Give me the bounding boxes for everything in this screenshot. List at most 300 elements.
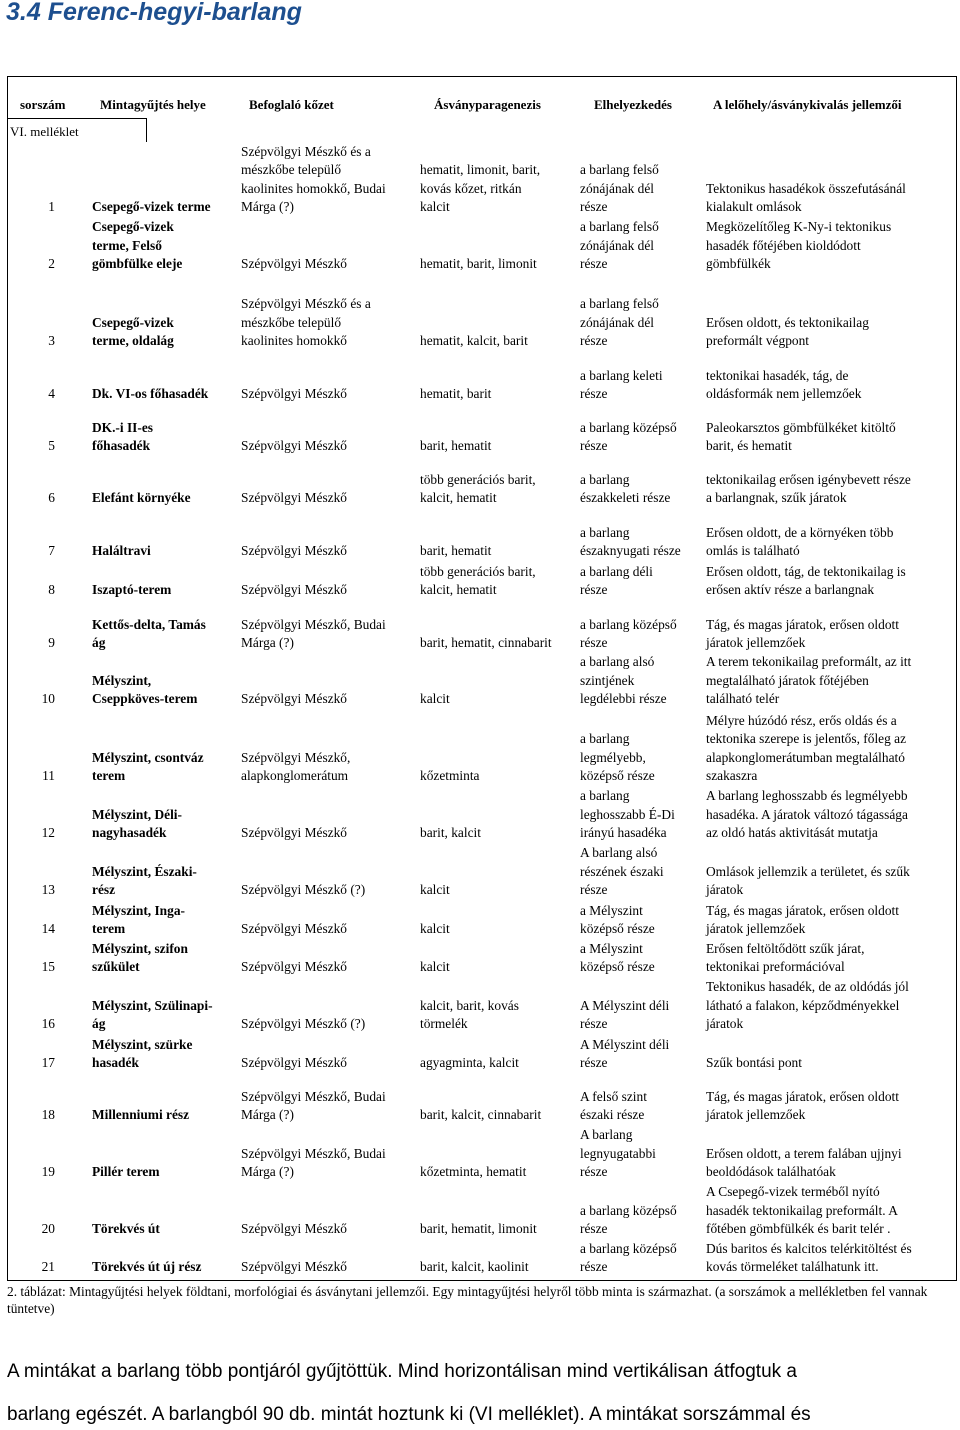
cell-line: Márga (?) bbox=[241, 1164, 294, 1180]
cell-min bbox=[420, 690, 450, 709]
cell-num bbox=[25, 1258, 55, 1277]
cell-line: főhasadék bbox=[92, 438, 151, 454]
cell-line: a barlang középső bbox=[580, 1202, 677, 1218]
cell-pos bbox=[580, 1202, 677, 1239]
header-rock: Befoglaló kőzet bbox=[249, 97, 334, 112]
cell-line: Erősen oldott, de a környéken több bbox=[706, 524, 894, 540]
cell-desc bbox=[706, 563, 906, 600]
cell-num bbox=[25, 385, 55, 404]
cell-line: Szépvölgyi Mészkő bbox=[241, 386, 347, 402]
cell-line: szakaszra bbox=[706, 768, 758, 784]
cell-line: hematit, kalcit, barit bbox=[420, 333, 528, 349]
cell-line: 6 bbox=[48, 490, 55, 506]
cell-line: terme, Felső bbox=[92, 237, 162, 253]
cell-line: Iszaptó-terem bbox=[92, 582, 172, 598]
cell-min bbox=[420, 824, 481, 843]
cell-line: látható a falakon, képződményekkel bbox=[706, 997, 900, 1013]
cell-line: Szépvölgyi Mészkő bbox=[241, 921, 347, 937]
cell-line: Szépvölgyi Mészkő bbox=[241, 490, 347, 506]
header-location: Mintagyűjtés helye bbox=[100, 97, 206, 112]
cell-line: tektonikai preformációval bbox=[706, 959, 845, 975]
cell-rock bbox=[241, 437, 347, 456]
cell-rock bbox=[241, 881, 365, 900]
cell-line: Tektonikus hasadékok összefutásánál bbox=[706, 180, 906, 196]
cell-line: Mélyszint, Szülinapi- bbox=[92, 997, 213, 1013]
cell-line: Mélyszint, bbox=[92, 672, 152, 688]
cell-min bbox=[420, 437, 491, 456]
cell-min bbox=[420, 1258, 529, 1277]
cell-pos bbox=[580, 902, 655, 939]
cell-line: Szépvölgyi Mészkő, Budai bbox=[241, 1088, 386, 1104]
cell-desc bbox=[706, 419, 896, 456]
cell-desc bbox=[706, 787, 908, 843]
cell-line: barit, kalcit, cinnabarit bbox=[420, 1107, 542, 1123]
cell-line: középső része bbox=[580, 959, 655, 975]
cell-pos bbox=[580, 1240, 677, 1277]
cell-line: Szépvölgyi Mészkő bbox=[241, 691, 347, 707]
cell-line: Mélyszint, szifon bbox=[92, 940, 188, 956]
cell-loc bbox=[92, 314, 174, 351]
cell-line: 17 bbox=[41, 1055, 55, 1071]
cell-line: Mélyszint, szürke bbox=[92, 1036, 193, 1052]
cell-min bbox=[420, 563, 536, 600]
cell-line: DK.-i II-es bbox=[92, 419, 153, 435]
cell-line: a barlang felső bbox=[580, 162, 659, 178]
cell-line: járatok jellemzőek bbox=[706, 1107, 806, 1123]
cell-pos bbox=[580, 161, 659, 217]
cell-loc bbox=[92, 806, 182, 843]
cell-rock bbox=[241, 1015, 365, 1034]
cell-line: a barlang bbox=[580, 524, 630, 540]
table-divider-vertical bbox=[146, 118, 147, 142]
cell-min bbox=[420, 958, 450, 977]
cell-loc bbox=[92, 1106, 189, 1125]
cell-line: kalcit bbox=[420, 199, 450, 215]
cell-line: kalcit, barit, kovás bbox=[420, 997, 519, 1013]
cell-line: 7 bbox=[48, 543, 55, 559]
cell-line: része bbox=[580, 635, 608, 651]
cell-line: Szépvölgyi Mészkő bbox=[241, 582, 347, 598]
cell-line: Szépvölgyi Mészkő bbox=[241, 1259, 347, 1275]
cell-line: 2 bbox=[48, 256, 55, 272]
cell-num bbox=[25, 542, 55, 561]
cell-line: irányú hasadéka bbox=[580, 825, 667, 841]
cell-pos bbox=[580, 997, 669, 1034]
cell-line: 21 bbox=[41, 1259, 55, 1275]
cell-line: Szépvölgyi Mészkő bbox=[241, 1221, 347, 1237]
cell-line: a barlang déli bbox=[580, 563, 653, 579]
cell-num bbox=[25, 824, 55, 843]
cell-rock bbox=[241, 616, 386, 653]
cell-rock bbox=[241, 542, 347, 561]
cell-line: Szépvölgyi Mészkő bbox=[241, 256, 347, 272]
cell-line: a barlang középső bbox=[580, 616, 677, 632]
cell-num bbox=[25, 958, 55, 977]
cell-line: terem bbox=[92, 768, 126, 784]
cell-line: kalcit, hematit bbox=[420, 490, 497, 506]
cell-line: a barlang felső bbox=[580, 296, 659, 312]
cell-line: a Mélyszint bbox=[580, 940, 643, 956]
body-paragraph-line-1: A mintákat a barlang több pontjáról gyűjtöttük. Mind horizontálisan mind vertikálisan átfogtuk a bbox=[7, 1361, 798, 1382]
cell-line: 10 bbox=[41, 691, 55, 707]
cell-line: Tág, és magas járatok, erősen oldott bbox=[706, 616, 899, 632]
cell-line: főtében gömbfülkék és barit telér . bbox=[706, 1221, 891, 1237]
cell-rock bbox=[241, 295, 371, 351]
cell-line: része bbox=[580, 386, 608, 402]
cell-line: az oldó hatás aktivitását mutatja bbox=[706, 825, 878, 841]
cell-num bbox=[25, 1220, 55, 1239]
cell-rock bbox=[241, 1088, 386, 1125]
table-caption: 2. táblázat: Mintagyűjtési helyek földtani, morfológiai és ásványtani jellemzői. Egy mintagyűjtési helyről több minta is származhat. (a sorszámok a mellékletben fel vannak tüntetve) bbox=[7, 1284, 928, 1316]
cell-line: Omlások jellemzik a területet, és szűk bbox=[706, 863, 910, 879]
cell-line: A Csepegő-vizek terméből nyító bbox=[706, 1184, 880, 1200]
cell-num bbox=[25, 1163, 55, 1182]
cell-line: része bbox=[580, 882, 608, 898]
cell-min bbox=[420, 1054, 519, 1073]
table-divider bbox=[7, 118, 146, 119]
cell-line: Szépvölgyi Mészkő és a bbox=[241, 296, 371, 312]
cell-line: kalcit bbox=[420, 959, 450, 975]
cell-desc bbox=[706, 653, 911, 709]
cell-line: járatok jellemzőek bbox=[706, 635, 806, 651]
cell-line: a Mélyszint bbox=[580, 902, 643, 918]
cell-line: Szépvölgyi Mészkő bbox=[241, 543, 347, 559]
cell-line: Cseppköves-terem bbox=[92, 691, 198, 707]
cell-line: Csepegő-vizek bbox=[92, 314, 174, 330]
cell-line: járatok jellemzőek bbox=[706, 921, 806, 937]
cell-min bbox=[420, 1163, 526, 1182]
cell-num bbox=[25, 1106, 55, 1125]
cell-line: mészkőbe települő bbox=[241, 314, 342, 330]
cell-line: barit, és hematit bbox=[706, 438, 792, 454]
cell-line: kalcit, hematit bbox=[420, 582, 497, 598]
cell-line: erősen aktív része a barlangnak bbox=[706, 582, 875, 598]
cell-rock bbox=[241, 489, 347, 508]
cell-desc bbox=[706, 1145, 902, 1182]
cell-num bbox=[25, 489, 55, 508]
cell-line: Szépvölgyi Mészkő, Budai bbox=[241, 616, 386, 632]
cell-line: 1 bbox=[48, 199, 55, 215]
cell-line: Szépvölgyi Mészkő bbox=[241, 438, 347, 454]
cell-line: kaolinites homokkő, Budai bbox=[241, 180, 386, 196]
cell-pos bbox=[580, 940, 655, 977]
cell-line: alapkonglomerátum bbox=[241, 768, 349, 784]
cell-line: Elefánt környéke bbox=[92, 490, 191, 506]
cell-loc bbox=[92, 997, 213, 1034]
cell-line: Megközelítőleg K-Ny-i tektonikus bbox=[706, 219, 892, 235]
cell-line: kőzetminta, hematit bbox=[420, 1164, 527, 1180]
cell-loc bbox=[92, 419, 153, 456]
cell-line: hasadéka. A járatok változó tágassága bbox=[706, 806, 908, 822]
cell-line: 19 bbox=[41, 1164, 55, 1180]
cell-line: részének északi bbox=[580, 863, 664, 879]
cell-line: szűkület bbox=[92, 959, 140, 975]
cell-loc bbox=[92, 198, 211, 217]
cell-rock bbox=[241, 1145, 386, 1182]
cell-loc bbox=[92, 1258, 201, 1277]
cell-line: Szépvölgyi Mészkő, bbox=[241, 749, 351, 765]
cell-rock bbox=[241, 255, 347, 274]
cell-line: a barlang alsó bbox=[580, 654, 655, 670]
cell-line: A felső szint bbox=[580, 1088, 647, 1104]
cell-line: beoldódások találhatóak bbox=[706, 1164, 836, 1180]
cell-line: barit, hematit bbox=[420, 438, 492, 454]
cell-line: 5 bbox=[48, 438, 55, 454]
cell-desc bbox=[706, 1054, 802, 1073]
cell-num bbox=[25, 437, 55, 456]
cell-loc bbox=[92, 1163, 160, 1182]
header-minerals: Ásványparagenezis bbox=[434, 97, 541, 112]
cell-line: tektonika szerepe is jelentős, főleg az bbox=[706, 731, 907, 747]
cell-loc bbox=[92, 489, 191, 508]
cell-line: 18 bbox=[41, 1107, 55, 1123]
cell-line: ág bbox=[92, 635, 106, 651]
cell-line: Törekvés út új rész bbox=[92, 1259, 202, 1275]
header-description: A lelőhely/ásványkivalás jellemzői bbox=[713, 97, 902, 112]
cell-line: Tág, és magas járatok, erősen oldott bbox=[706, 902, 899, 918]
cell-loc bbox=[92, 1036, 192, 1073]
cell-line: Szépvölgyi Mészkő bbox=[241, 959, 347, 975]
cell-line: A Mélyszint déli bbox=[580, 997, 670, 1013]
cell-num bbox=[25, 634, 55, 653]
cell-min bbox=[420, 1106, 541, 1125]
cell-rock bbox=[241, 1258, 347, 1277]
cell-line: Paleokarsztos gömbfülkéket kitöltő bbox=[706, 419, 896, 435]
cell-line: Márga (?) bbox=[241, 1107, 294, 1123]
cell-rock bbox=[241, 385, 347, 404]
cell-min bbox=[420, 881, 450, 900]
cell-rock bbox=[241, 749, 350, 786]
cell-line: preformált végpont bbox=[706, 333, 809, 349]
cell-line: része bbox=[580, 1164, 608, 1180]
cell-num bbox=[25, 690, 55, 709]
cell-line: része bbox=[580, 333, 608, 349]
cell-desc bbox=[706, 902, 899, 939]
cell-num bbox=[25, 332, 55, 351]
cell-line: Mélyszint, Inga- bbox=[92, 902, 185, 918]
cell-pos bbox=[580, 295, 659, 351]
cell-pos bbox=[580, 616, 677, 653]
cell-line: Szépvölgyi Mészkő és a bbox=[241, 143, 371, 159]
cell-line: zónájának dél bbox=[580, 180, 654, 196]
cell-line: középső része bbox=[580, 768, 655, 784]
cell-num bbox=[25, 881, 55, 900]
cell-line: Csepegő-vizek bbox=[92, 219, 174, 235]
cell-pos bbox=[580, 653, 667, 709]
cell-line: agyagminta, kalcit bbox=[420, 1055, 519, 1071]
cell-line: része bbox=[580, 582, 608, 598]
cell-line: szintjének bbox=[580, 672, 635, 688]
cell-line: barit, hematit bbox=[420, 543, 492, 559]
cell-line: 9 bbox=[48, 635, 55, 651]
cell-line: Mélyszint, Északi- bbox=[92, 863, 197, 879]
cell-num bbox=[25, 198, 55, 217]
cell-desc bbox=[706, 940, 864, 977]
cell-line: része bbox=[580, 438, 608, 454]
cell-line: kovás törmeléket találhatunk itt. bbox=[706, 1259, 879, 1275]
cell-line: járatok bbox=[706, 1016, 744, 1032]
cell-line: a barlang középső bbox=[580, 419, 677, 435]
cell-line: 20 bbox=[41, 1221, 55, 1237]
cell-loc bbox=[92, 1220, 160, 1239]
cell-num bbox=[25, 1015, 55, 1034]
cell-desc bbox=[706, 314, 869, 351]
cell-line: Szépvölgyi Mészkő (?) bbox=[241, 882, 366, 898]
cell-desc bbox=[706, 863, 910, 900]
cell-pos bbox=[580, 1126, 656, 1182]
cell-rock bbox=[241, 920, 347, 939]
cell-line: zónájának dél bbox=[580, 237, 654, 253]
cell-line: része bbox=[580, 1259, 608, 1275]
cell-line: a barlang keleti bbox=[580, 367, 663, 383]
appendix-label: VI. melléklet bbox=[10, 124, 79, 139]
cell-loc bbox=[92, 581, 171, 600]
cell-line: kalcit bbox=[420, 921, 450, 937]
cell-line: 12 bbox=[41, 825, 55, 841]
cell-line: A Mélyszint déli bbox=[580, 1036, 670, 1052]
cell-min bbox=[420, 920, 450, 939]
cell-num bbox=[25, 255, 55, 274]
cell-min bbox=[420, 1220, 537, 1239]
cell-line: Csepegő-vizek terme bbox=[92, 199, 211, 215]
cell-line: legmélyebb, bbox=[580, 749, 646, 765]
cell-desc bbox=[706, 978, 909, 1034]
cell-desc bbox=[706, 616, 899, 653]
cell-line: hasadék bbox=[92, 1055, 139, 1071]
cell-desc bbox=[706, 218, 891, 274]
cell-line: része bbox=[580, 199, 608, 215]
cell-line: kalcit bbox=[420, 691, 450, 707]
cell-loc bbox=[92, 385, 208, 404]
cell-rock bbox=[241, 690, 347, 709]
cell-min bbox=[420, 332, 528, 351]
cell-line: része bbox=[580, 1221, 608, 1237]
cell-line: A barlang leghosszabb és legmélyebb bbox=[706, 788, 908, 804]
cell-desc bbox=[706, 524, 893, 561]
cell-line: alapkonglomerátumban megtalálható bbox=[706, 749, 905, 765]
cell-line: a barlangnak, szűk járatok bbox=[706, 490, 847, 506]
cell-line: törmelék bbox=[420, 1016, 468, 1032]
cell-num bbox=[25, 767, 55, 786]
cell-line: barit, kalcit, kaolinit bbox=[420, 1259, 529, 1275]
cell-line: északnyugati része bbox=[580, 543, 681, 559]
cell-line: a barlang bbox=[580, 471, 630, 487]
cell-line: Szépvölgyi Mészkő bbox=[241, 825, 347, 841]
cell-line: 4 bbox=[48, 386, 55, 402]
cell-line: kőzetminta bbox=[420, 768, 480, 784]
cell-line: Tektonikus hasadék, de az oldódás jól bbox=[706, 979, 909, 995]
cell-num bbox=[25, 920, 55, 939]
cell-line: Erősen feltöltődött szűk járat, bbox=[706, 940, 865, 956]
cell-line: Erősen oldott, tág, de tektonikailag is bbox=[706, 563, 906, 579]
cell-line: Mélyszint, Déli- bbox=[92, 806, 182, 822]
cell-desc bbox=[706, 1183, 898, 1239]
cell-desc bbox=[706, 367, 861, 404]
cell-line: része bbox=[580, 1055, 608, 1071]
cell-rock bbox=[241, 581, 347, 600]
cell-desc bbox=[706, 712, 906, 786]
cell-line: a barlang felső bbox=[580, 219, 659, 235]
cell-line: több generációs barit, bbox=[420, 563, 536, 579]
cell-line: kalcit bbox=[420, 882, 450, 898]
cell-line: legdélebbi része bbox=[580, 691, 667, 707]
cell-line: barit, hematit, limonit bbox=[420, 1221, 537, 1237]
cell-loc bbox=[92, 616, 206, 653]
cell-line: Erősen oldott, és tektonikailag bbox=[706, 314, 869, 330]
cell-line: oldásformák nem jellemzőek bbox=[706, 386, 862, 402]
cell-line: 15 bbox=[41, 959, 55, 975]
cell-line: 13 bbox=[41, 882, 55, 898]
cell-line: északi része bbox=[580, 1107, 645, 1123]
cell-pos bbox=[580, 730, 655, 786]
cell-line: kialakult omlások bbox=[706, 199, 802, 215]
cell-line: A terem tekonikailag preformált, az itt bbox=[706, 654, 912, 670]
cell-min bbox=[420, 634, 552, 653]
cell-line: 14 bbox=[41, 921, 55, 937]
cell-line: része bbox=[580, 1016, 608, 1032]
cell-num bbox=[25, 581, 55, 600]
cell-line: barit, kalcit bbox=[420, 825, 481, 841]
cell-line: 8 bbox=[48, 582, 55, 598]
cell-pos bbox=[580, 367, 663, 404]
cell-line: Szűk bontási pont bbox=[706, 1055, 802, 1071]
header-num: sorszám bbox=[20, 97, 66, 112]
cell-line: tektonikailag erősen igénybevett része bbox=[706, 471, 911, 487]
cell-line: Dk. VI-os főhasadék bbox=[92, 386, 209, 402]
cell-rock bbox=[241, 1054, 347, 1073]
cell-desc bbox=[706, 1240, 912, 1277]
cell-pos bbox=[580, 787, 675, 843]
cell-desc bbox=[706, 180, 906, 217]
cell-line: nagyhasadék bbox=[92, 825, 167, 841]
cell-num bbox=[25, 1054, 55, 1073]
cell-line: zónájának dél bbox=[580, 314, 654, 330]
cell-loc bbox=[92, 902, 185, 939]
cell-line: Márga (?) bbox=[241, 635, 294, 651]
cell-line: északkeleti része bbox=[580, 490, 671, 506]
cell-line: gömbfülkék bbox=[706, 256, 771, 272]
cell-line: leghosszabb É-Di bbox=[580, 806, 675, 822]
cell-pos bbox=[580, 563, 653, 600]
cell-line: Dús baritos és kalcitos telérkitöltést és bbox=[706, 1240, 912, 1256]
header-position: Elhelyezkedés bbox=[594, 97, 672, 112]
cell-line: Szépvölgyi Mészkő (?) bbox=[241, 1016, 366, 1032]
cell-loc bbox=[92, 218, 182, 274]
cell-line: a barlang középső bbox=[580, 1240, 677, 1256]
cell-line: hematit, barit bbox=[420, 386, 492, 402]
cell-line: hematit, barit, limonit bbox=[420, 256, 537, 272]
cell-loc bbox=[92, 749, 204, 786]
cell-line: több generációs barit, bbox=[420, 471, 536, 487]
cell-rock bbox=[241, 958, 347, 977]
cell-desc bbox=[706, 1088, 899, 1125]
body-paragraph-line-2: barlang egészét. A barlangból 90 db. mintát hoztunk ki (VI melléklet). A mintákat sorszámmal és bbox=[7, 1404, 811, 1425]
cell-pos bbox=[580, 1036, 669, 1073]
cell-loc bbox=[92, 542, 151, 561]
cell-min bbox=[420, 255, 537, 274]
cell-line: ág bbox=[92, 1016, 106, 1032]
cell-line: középső része bbox=[580, 921, 655, 937]
cell-line: Szépvölgyi Mészkő bbox=[241, 1055, 347, 1071]
cell-pos bbox=[580, 471, 670, 508]
cell-line: Mélyre húzódó rész, erős oldás és a bbox=[706, 712, 897, 728]
cell-line: omlás is található bbox=[706, 543, 800, 559]
cell-line: Erősen oldott, a terem falában ujjnyi bbox=[706, 1145, 902, 1161]
cell-line: legnyugatabbi bbox=[580, 1145, 656, 1161]
cell-pos bbox=[580, 419, 677, 456]
cell-line: Pillér terem bbox=[92, 1164, 160, 1180]
cell-min bbox=[420, 385, 491, 404]
